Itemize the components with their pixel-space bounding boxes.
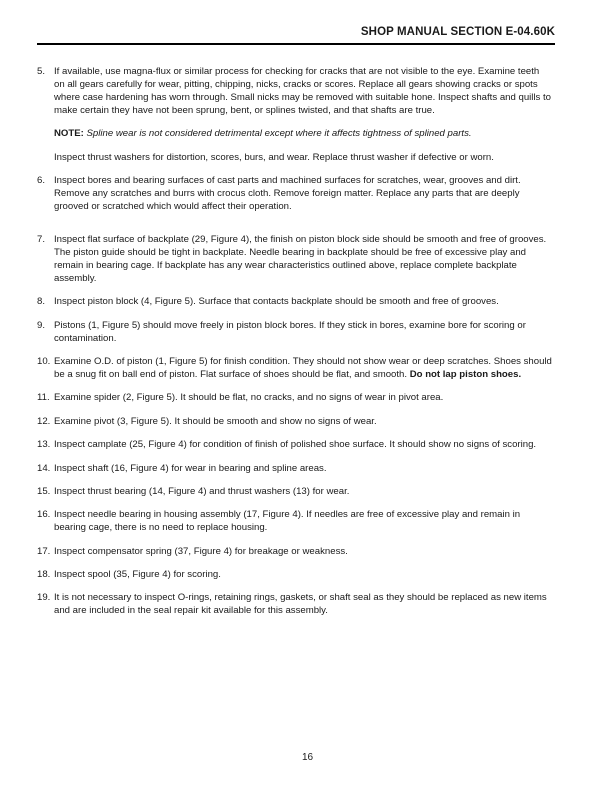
item-number: 8. xyxy=(37,296,46,308)
item-text: Inspect flat surface of backplate (29, Figure 4), the finish on piston block side should be smooth and free of grooves. The piston guide should be tight in backplate. Needle bearing in backplate should be free of excessive play and remain in bearing cage. If backplate has any wear characteristics outlined above, replace complete backplate assembly. xyxy=(54,234,547,284)
item-number: 17. xyxy=(37,545,51,557)
item-text: Inspect camplate (25, Figure 4) for condition of finish of polished shoe surface. It should show no signs of scoring. xyxy=(54,439,537,451)
item-text: It is not necessary to inspect O-rings, retaining rings, gaskets, or shaft seal as they should be replaced as new items and are included in the seal repair kit available for this assembly. xyxy=(54,592,547,617)
item-number: 16. xyxy=(37,509,51,521)
page-header xyxy=(37,25,555,45)
item-text: Inspect piston block (4, Figure 5). Surface that contacts backplate should be smooth and free of grooves. xyxy=(54,296,499,308)
list-item-9 xyxy=(37,320,552,346)
item-text: Examine pivot (3, Figure 5). It should be smooth and show no signs of wear. xyxy=(54,415,377,427)
spacer xyxy=(37,224,552,234)
item-number: 19. xyxy=(37,592,51,604)
list-item-11 xyxy=(37,392,552,405)
item-text: Inspect shaft (16, Figure 4) for wear in bearing and spline areas. xyxy=(54,462,327,474)
note-text: Spline wear is not considered detrimental except where it affects tightness of splined parts. xyxy=(86,128,472,140)
item-text: Inspect needle bearing in housing assembly (17, Figure 4). If needles are free of excessive play and remain in bearing cage, there is no need to replace housing. xyxy=(54,509,521,534)
list-item-17 xyxy=(37,546,552,559)
list-item-7 xyxy=(37,234,552,286)
item-number: 11. xyxy=(37,392,50,404)
item-number: 7. xyxy=(37,234,46,246)
item-text: Inspect bores and bearing surfaces of cast parts and machined surfaces for scratches, wear, grooves and dirt. Remove any scratches and burrs with crocus cloth. Remove foreign matter. Replace any parts that are deeply grooved or scratched which would affect their operation. xyxy=(54,174,521,212)
list-item-18 xyxy=(37,569,552,582)
item-number: 12. xyxy=(37,415,51,427)
item-text: Inspect thrust bearing (14, Figure 4) and thrust washers (13) for wear. xyxy=(54,485,350,497)
document-body xyxy=(37,66,552,629)
note-label: NOTE: xyxy=(54,128,84,140)
item-text: If available, use magna-flux or similar process for checking for cracks that are not visible to the eye. Examine teeth on all gears carefully for wear, pitting, chipping, nicks, cracks or scores. Replace all gears showing cracks or spots where case hardening has worn through. Small nicks may be removed with suitable hone. Inspect shafts and quills to make certain they have not been sprung, bent, or splines twisted, and that shafts are true. xyxy=(54,66,552,116)
thrust-washer-paragraph: Inspect thrust washers for distortion, scores, burs, and wear. Replace thrust washer if defective or worn. xyxy=(54,151,494,163)
item-text: Examine spider (2, Figure 5). It should be flat, no cracks, and no signs of wear in pivot area. xyxy=(54,392,444,404)
item-number: 14. xyxy=(37,462,51,474)
item-number: 9. xyxy=(37,319,46,331)
item-number: 13. xyxy=(37,439,51,451)
page-number: 16 xyxy=(301,752,314,763)
item-number: 5. xyxy=(37,66,46,77)
note-paragraph xyxy=(37,128,552,141)
item-number: 18. xyxy=(37,569,51,581)
item-number: 15. xyxy=(37,485,51,497)
list-item-6 xyxy=(37,175,552,214)
list-item-16 xyxy=(37,509,552,535)
item-text: Inspect spool (35, Figure 4) for scoring. xyxy=(54,569,221,581)
list-item-10 xyxy=(37,356,552,382)
list-item-5 xyxy=(37,66,552,118)
list-item-15 xyxy=(37,486,552,499)
list-item-19 xyxy=(37,592,552,618)
list-item-13 xyxy=(37,439,552,452)
item-number: 6. xyxy=(37,174,46,186)
item-emphasis: Do not lap piston shoes. xyxy=(409,368,522,380)
list-item-12 xyxy=(37,416,552,429)
item-text: Inspect compensator spring (37, Figure 4) for breakage or weakness. xyxy=(54,545,348,557)
list-item-8 xyxy=(37,296,552,309)
section-title: SHOP MANUAL SECTION E-04.60K xyxy=(360,26,555,38)
item-text: Pistons (1, Figure 5) should move freely in piston block bores. If they stick in bores, examine bore for scoring or contamination. xyxy=(54,319,526,344)
item-number: 10. xyxy=(37,356,51,367)
list-item-14 xyxy=(37,463,552,476)
item-text: Examine O.D. of piston (1, Figure 5) for finish condition. They should not show wear or deep scratches. Shoes should be a snug fit on ball end of piston. Flat surface of shoes should be flat, and smooth. xyxy=(54,356,552,380)
